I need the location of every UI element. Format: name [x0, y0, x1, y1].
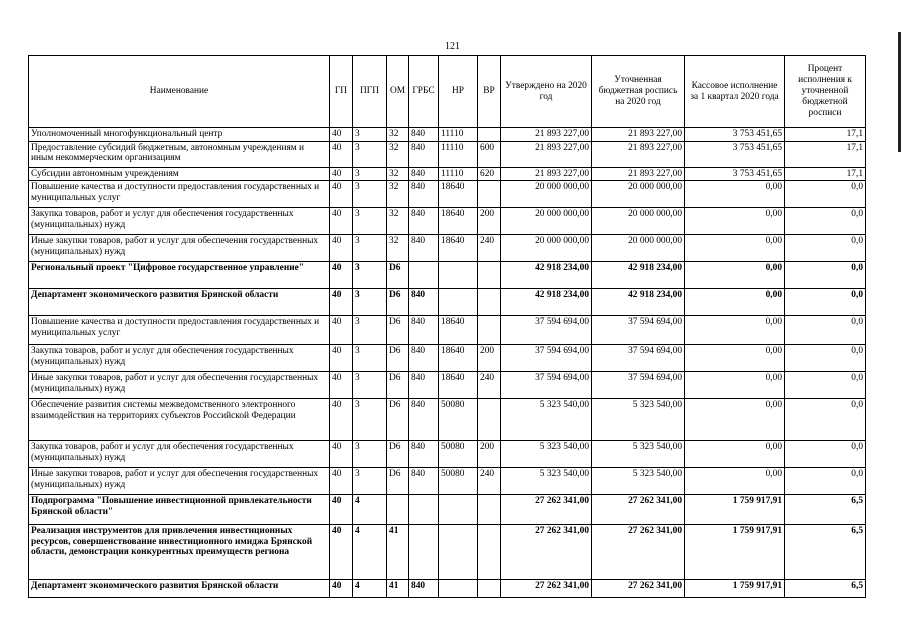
row-refined: 21 893 227,00	[592, 167, 685, 181]
row-name: Иные закупки товаров, работ и услуг для обеспечения государственных (муниципальных) нужд	[29, 468, 330, 495]
row-cash: 3 753 451,65	[685, 141, 785, 167]
row-grbs: 840	[409, 141, 439, 167]
row-name: Иные закупки товаров, работ и услуг для обеспечения государственных (муниципальных) нужд	[29, 235, 330, 262]
row-gp: 40	[330, 289, 353, 316]
row-gp: 40	[330, 399, 353, 441]
row-approved: 42 918 234,00	[501, 262, 592, 289]
row-grbs: 840	[409, 345, 439, 372]
row-vr	[478, 525, 501, 580]
row-name: Предоставление субсидий бюджетным, автономным учреждениям и иным некоммерческим организациям	[29, 141, 330, 167]
row-gp: 40	[330, 345, 353, 372]
row-ppgp: 3	[353, 235, 387, 262]
row-gp: 40	[330, 167, 353, 181]
row-percent: 0,0	[785, 399, 866, 441]
row-nr: 18640	[439, 316, 478, 345]
table-row	[29, 441, 866, 468]
row-name: Департамент экономического развития Брянской области	[29, 580, 330, 598]
row-gp: 40	[330, 525, 353, 580]
row-gp: 40	[330, 372, 353, 399]
row-refined: 37 594 694,00	[592, 316, 685, 345]
row-grbs: 840	[409, 235, 439, 262]
row-cash: 0,00	[685, 441, 785, 468]
row-vr	[478, 181, 501, 208]
row-grbs	[409, 525, 439, 580]
row-vr	[478, 316, 501, 345]
row-nr: 18640	[439, 345, 478, 372]
row-grbs: 840	[409, 316, 439, 345]
row-ppgp: 4	[353, 495, 387, 525]
row-nr: 50080	[439, 441, 478, 468]
table-row	[29, 468, 866, 495]
row-cash: 0,00	[685, 235, 785, 262]
row-om: 32	[387, 128, 409, 142]
row-approved: 5 323 540,00	[501, 441, 592, 468]
row-cash: 0,00	[685, 208, 785, 235]
row-refined: 42 918 234,00	[592, 289, 685, 316]
table-row	[29, 495, 866, 525]
row-ppgp: 3	[353, 208, 387, 235]
row-om: D6	[387, 316, 409, 345]
row-approved: 27 262 341,00	[501, 580, 592, 598]
row-gp: 40	[330, 580, 353, 598]
row-percent: 6,5	[785, 495, 866, 525]
row-vr: 620	[478, 167, 501, 181]
row-refined: 21 893 227,00	[592, 141, 685, 167]
row-approved: 21 893 227,00	[501, 128, 592, 142]
table-row	[29, 580, 866, 598]
row-ppgp: 4	[353, 580, 387, 598]
row-cash: 1 759 917,91	[685, 580, 785, 598]
row-ppgp: 3	[353, 441, 387, 468]
row-gp: 40	[330, 262, 353, 289]
header-cash: Кассовое исполнение за 1 квартал 2020 года	[685, 56, 785, 128]
row-cash: 1 759 917,91	[685, 525, 785, 580]
row-name: Уполномоченный многофункциональный центр	[29, 128, 330, 142]
row-vr: 600	[478, 141, 501, 167]
row-refined: 5 323 540,00	[592, 399, 685, 441]
row-cash: 0,00	[685, 372, 785, 399]
row-cash: 0,00	[685, 316, 785, 345]
row-refined: 20 000 000,00	[592, 208, 685, 235]
row-cash: 0,00	[685, 468, 785, 495]
row-percent: 0,0	[785, 208, 866, 235]
row-ppgp: 3	[353, 141, 387, 167]
row-name: Закупка товаров, работ и услуг для обеспечения государственных (муниципальных) нужд	[29, 208, 330, 235]
row-vr: 240	[478, 372, 501, 399]
row-name: Иные закупки товаров, работ и услуг для обеспечения государственных (муниципальных) нужд	[29, 372, 330, 399]
row-approved: 5 323 540,00	[501, 468, 592, 495]
row-ppgp: 3	[353, 345, 387, 372]
scan-edge-mark	[898, 32, 901, 152]
row-percent: 0,0	[785, 316, 866, 345]
header-grbs: ГРБС	[409, 56, 439, 128]
row-cash: 3 753 451,65	[685, 167, 785, 181]
row-approved: 27 262 341,00	[501, 495, 592, 525]
header-om: ОМ	[387, 56, 409, 128]
row-approved: 5 323 540,00	[501, 399, 592, 441]
row-name: Повышение качества и доступности предоставления государственных и муниципальных услуг	[29, 316, 330, 345]
row-refined: 20 000 000,00	[592, 181, 685, 208]
row-om: D6	[387, 372, 409, 399]
row-refined: 21 893 227,00	[592, 128, 685, 142]
header-name: Наименование	[29, 56, 330, 128]
table-row	[29, 372, 866, 399]
row-cash: 3 753 451,65	[685, 128, 785, 142]
row-percent: 0,0	[785, 468, 866, 495]
row-approved: 37 594 694,00	[501, 316, 592, 345]
header-refined: Уточненная бюджетная роспись на 2020 год	[592, 56, 685, 128]
row-approved: 27 262 341,00	[501, 525, 592, 580]
row-om: D6	[387, 441, 409, 468]
row-gp: 40	[330, 141, 353, 167]
row-om: 32	[387, 167, 409, 181]
row-percent: 6,5	[785, 580, 866, 598]
row-cash: 0,00	[685, 262, 785, 289]
row-nr	[439, 289, 478, 316]
row-grbs: 840	[409, 181, 439, 208]
row-gp: 40	[330, 441, 353, 468]
row-grbs: 840	[409, 441, 439, 468]
row-nr: 18640	[439, 208, 478, 235]
row-om: D6	[387, 345, 409, 372]
row-vr	[478, 495, 501, 525]
row-grbs: 840	[409, 372, 439, 399]
row-name: Закупка товаров, работ и услуг для обеспечения государственных (муниципальных) нужд	[29, 345, 330, 372]
row-nr	[439, 262, 478, 289]
header-vr: ВР	[478, 56, 501, 128]
row-name: Подпрограмма "Повышение инвестиционной привлекательности Брянской области"	[29, 495, 330, 525]
row-approved: 37 594 694,00	[501, 345, 592, 372]
row-om: 32	[387, 235, 409, 262]
row-ppgp: 3	[353, 167, 387, 181]
row-percent: 0,0	[785, 441, 866, 468]
row-grbs: 840	[409, 128, 439, 142]
row-refined: 37 594 694,00	[592, 345, 685, 372]
row-cash: 0,00	[685, 289, 785, 316]
row-name: Закупка товаров, работ и услуг для обеспечения государственных (муниципальных) нужд	[29, 441, 330, 468]
row-name: Повышение качества и доступности предоставления государственных и муниципальных услуг	[29, 181, 330, 208]
row-cash: 0,00	[685, 399, 785, 441]
row-name: Региональный проект "Цифровое государственное управление"	[29, 262, 330, 289]
header-percent: Процент исполнения к уточненной бюджетной росписи	[785, 56, 866, 128]
row-ppgp: 3	[353, 316, 387, 345]
row-ppgp: 3	[353, 181, 387, 208]
row-om	[387, 495, 409, 525]
row-grbs: 840	[409, 289, 439, 316]
row-vr: 200	[478, 345, 501, 372]
row-percent: 0,0	[785, 262, 866, 289]
row-percent: 17,1	[785, 141, 866, 167]
table-row	[29, 181, 866, 208]
row-vr	[478, 128, 501, 142]
row-om: D6	[387, 468, 409, 495]
table-row	[29, 399, 866, 441]
table-row	[29, 316, 866, 345]
row-approved: 20 000 000,00	[501, 235, 592, 262]
row-om: 32	[387, 141, 409, 167]
row-nr: 50080	[439, 399, 478, 441]
header-nr: НР	[439, 56, 478, 128]
row-percent: 6,5	[785, 525, 866, 580]
row-vr: 200	[478, 208, 501, 235]
page-number: 121	[445, 41, 460, 52]
row-nr: 18640	[439, 181, 478, 208]
row-om: D6	[387, 399, 409, 441]
row-percent: 17,1	[785, 128, 866, 142]
row-refined: 27 262 341,00	[592, 525, 685, 580]
row-ppgp: 3	[353, 262, 387, 289]
row-percent: 0,0	[785, 372, 866, 399]
row-nr	[439, 525, 478, 580]
row-gp: 40	[330, 235, 353, 262]
row-grbs: 840	[409, 468, 439, 495]
row-refined: 27 262 341,00	[592, 495, 685, 525]
row-ppgp: 3	[353, 399, 387, 441]
row-percent: 0,0	[785, 345, 866, 372]
row-percent: 0,0	[785, 181, 866, 208]
row-vr: 240	[478, 235, 501, 262]
row-approved: 42 918 234,00	[501, 289, 592, 316]
row-vr	[478, 580, 501, 598]
row-grbs: 840	[409, 399, 439, 441]
row-ppgp: 3	[353, 128, 387, 142]
row-cash: 1 759 917,91	[685, 495, 785, 525]
row-approved: 37 594 694,00	[501, 372, 592, 399]
table-row	[29, 208, 866, 235]
row-gp: 40	[330, 468, 353, 495]
row-name: Субсидии автономным учреждениям	[29, 167, 330, 181]
row-om: D6	[387, 289, 409, 316]
row-percent: 0,0	[785, 289, 866, 316]
table-header-row	[29, 56, 866, 128]
table-row	[29, 262, 866, 289]
row-cash: 0,00	[685, 181, 785, 208]
row-cash: 0,00	[685, 345, 785, 372]
row-refined: 5 323 540,00	[592, 468, 685, 495]
table-row	[29, 141, 866, 167]
row-gp: 40	[330, 208, 353, 235]
row-nr: 18640	[439, 235, 478, 262]
row-percent: 17,1	[785, 167, 866, 181]
row-nr: 18640	[439, 372, 478, 399]
table-row	[29, 167, 866, 181]
row-refined: 42 918 234,00	[592, 262, 685, 289]
table-row	[29, 289, 866, 316]
row-refined: 37 594 694,00	[592, 372, 685, 399]
row-refined: 5 323 540,00	[592, 441, 685, 468]
row-approved: 21 893 227,00	[501, 141, 592, 167]
row-nr: 11110	[439, 167, 478, 181]
row-om: 41	[387, 580, 409, 598]
row-ppgp: 3	[353, 289, 387, 316]
row-gp: 40	[330, 316, 353, 345]
row-gp: 40	[330, 495, 353, 525]
row-name: Обеспечение развития системы межведомственного электронного взаимодействия на территориях субъектов Российской Федерации	[29, 399, 330, 441]
row-nr: 11110	[439, 128, 478, 142]
header-gp: ГП	[330, 56, 353, 128]
table-row	[29, 128, 866, 142]
row-nr	[439, 495, 478, 525]
row-om: 32	[387, 181, 409, 208]
row-om: 32	[387, 208, 409, 235]
row-grbs: 840	[409, 167, 439, 181]
row-vr	[478, 289, 501, 316]
row-grbs	[409, 262, 439, 289]
row-approved: 20 000 000,00	[501, 181, 592, 208]
row-grbs: 840	[409, 208, 439, 235]
row-ppgp: 4	[353, 525, 387, 580]
budget-execution-table	[28, 55, 866, 598]
row-refined: 20 000 000,00	[592, 235, 685, 262]
table-row	[29, 525, 866, 580]
header-ppgp: ПГП	[353, 56, 387, 128]
row-grbs: 840	[409, 580, 439, 598]
row-name: Департамент экономического развития Брянской области	[29, 289, 330, 316]
row-approved: 21 893 227,00	[501, 167, 592, 181]
row-approved: 20 000 000,00	[501, 208, 592, 235]
row-vr: 200	[478, 441, 501, 468]
header-approved: Утверждено на 2020 год	[501, 56, 592, 128]
row-om: 41	[387, 525, 409, 580]
row-vr	[478, 399, 501, 441]
row-percent: 0,0	[785, 235, 866, 262]
row-nr	[439, 580, 478, 598]
row-name: Реализация инструментов для привлечения инвестиционных ресурсов, совершенствование инвестиционного имиджа Брянской области, демонстрация конкурентных преимуществ региона	[29, 525, 330, 580]
row-gp: 40	[330, 128, 353, 142]
table-row	[29, 235, 866, 262]
row-gp: 40	[330, 181, 353, 208]
row-refined: 27 262 341,00	[592, 580, 685, 598]
row-ppgp: 3	[353, 372, 387, 399]
row-om: D6	[387, 262, 409, 289]
row-ppgp: 3	[353, 468, 387, 495]
row-vr	[478, 262, 501, 289]
row-vr: 240	[478, 468, 501, 495]
table-row	[29, 345, 866, 372]
row-grbs	[409, 495, 439, 525]
row-nr: 11110	[439, 141, 478, 167]
table-body	[29, 128, 866, 598]
row-nr: 50080	[439, 468, 478, 495]
